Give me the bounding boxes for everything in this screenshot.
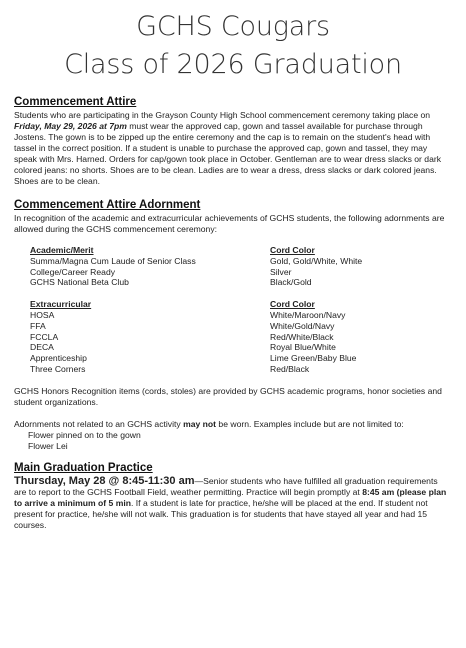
attire-heading: Commencement Attire (14, 96, 137, 108)
extracurricular-item: Three Corners (30, 363, 86, 374)
academic-cord-heading: Cord Color (270, 245, 315, 255)
academic-cord-item: Gold, Gold/White, White (270, 255, 363, 266)
attire-text-1: Students who are participating in the Grayson County High School commencement ceremony taking place on (14, 110, 431, 120)
example-item: Flower pinned on to the gown (28, 429, 141, 440)
practice-paragraph (14, 476, 452, 531)
academic-cord-column (270, 245, 452, 288)
title-line-2: Class of 2026 Graduation (64, 49, 402, 80)
extracurricular-item: FCCLA (30, 331, 59, 342)
extracurricular-item: Apprenticeship (30, 353, 87, 364)
not-related-note (14, 419, 452, 430)
extracurricular-cord-item: Red/Black (270, 363, 310, 374)
academic-cord-item: Black/Gold (270, 277, 312, 288)
academic-heading: Academic/Merit (30, 245, 94, 255)
extracurricular-cord-heading: Cord Color (270, 299, 315, 310)
extracurricular-item: FFA (30, 320, 46, 331)
adornment-intro: In recognition of the academic and extracurricular achievements of GCHS students, the following adornments are allowed during the GCHS commencement ceremony: (14, 213, 445, 234)
adornment-table (30, 245, 452, 375)
academic-column (30, 245, 270, 288)
extracurricular-cord-column (270, 299, 452, 375)
academic-item: GCHS National Beta Club (30, 277, 129, 288)
attire-paragraph (14, 110, 452, 187)
extracurricular-column (30, 299, 270, 375)
academic-item: Summa/Magna Cum Laude of Senior Class (30, 255, 196, 266)
extracurricular-item: DECA (30, 342, 54, 353)
not-related-text-2: be worn. Examples include but are not limited to: (216, 418, 404, 429)
practice-text-2: . If a student is late for practice, he/she will be placed at the end. If student not present for practice, he/she will not walk. This graduation is for students that have stayed all year and had 15 courses. (14, 497, 428, 530)
practice-text-1: —Senior students who have fulfilled all graduation requirements are to report to the GCHS Football Field, weather permitting. Practice will begin promptly at (14, 475, 438, 497)
extracurricular-cord-item: Lime Green/Baby Blue (270, 353, 357, 364)
honors-note: GCHS Honors Recognition items (cords, stoles) are provided by GCHS academic programs, honor societies and student organizations. (14, 385, 442, 407)
practice-bold-time: 8:45 am (please plan to arrive a minimum of 5 min (14, 486, 447, 508)
extracurricular-cord-item: Royal Blue/White (270, 342, 336, 353)
title-line-1: GCHS Cougars (136, 11, 330, 42)
not-related-bold: may not (183, 418, 217, 429)
adornment-heading: Commencement Attire Adornment (14, 199, 201, 211)
document-title (14, 8, 452, 84)
practice-heading: Main Graduation Practice (14, 461, 153, 474)
extracurricular-cord-item: White/Gold/Navy (270, 320, 335, 331)
spacer (30, 288, 270, 299)
academic-item: College/Career Ready (30, 266, 116, 277)
extracurricular-item: HOSA (30, 309, 55, 320)
spacer (270, 288, 452, 299)
extracurricular-cord-item: Red/White/Black (270, 331, 334, 342)
practice-date: Thursday, May 28 @ 8:45-11:30 am (14, 474, 195, 487)
attire-text-2: must wear the approved cap, gown and tassel available for purchase through Jostens. The gown is to be zipped up the entire ceremony and the cap is to remain on the student's head with tassel in the correct position. If a student is unable to purchase the approved cap, gown and tassel, they may speak with Mrs. Harned. Orders for cap/gown took place in October. Gentleman are to wear dress slacks or dark colored jeans: no shorts. Shoes are to be clean. Ladies are to wear a dress, dress slacks or dark colored jeans. Shoes are to be clean. (14, 121, 442, 186)
not-related-text-1: Adornments not related to an GCHS activity (14, 418, 184, 429)
academic-cord-item: Silver (270, 266, 292, 277)
example-item: Flower Lei (28, 440, 68, 451)
extracurricular-heading: Extracurricular (30, 299, 92, 310)
attire-date-time: Friday, May 29, 2026 at 7pm (14, 121, 127, 131)
extracurricular-cord-item: White/Maroon/Navy (270, 309, 346, 320)
